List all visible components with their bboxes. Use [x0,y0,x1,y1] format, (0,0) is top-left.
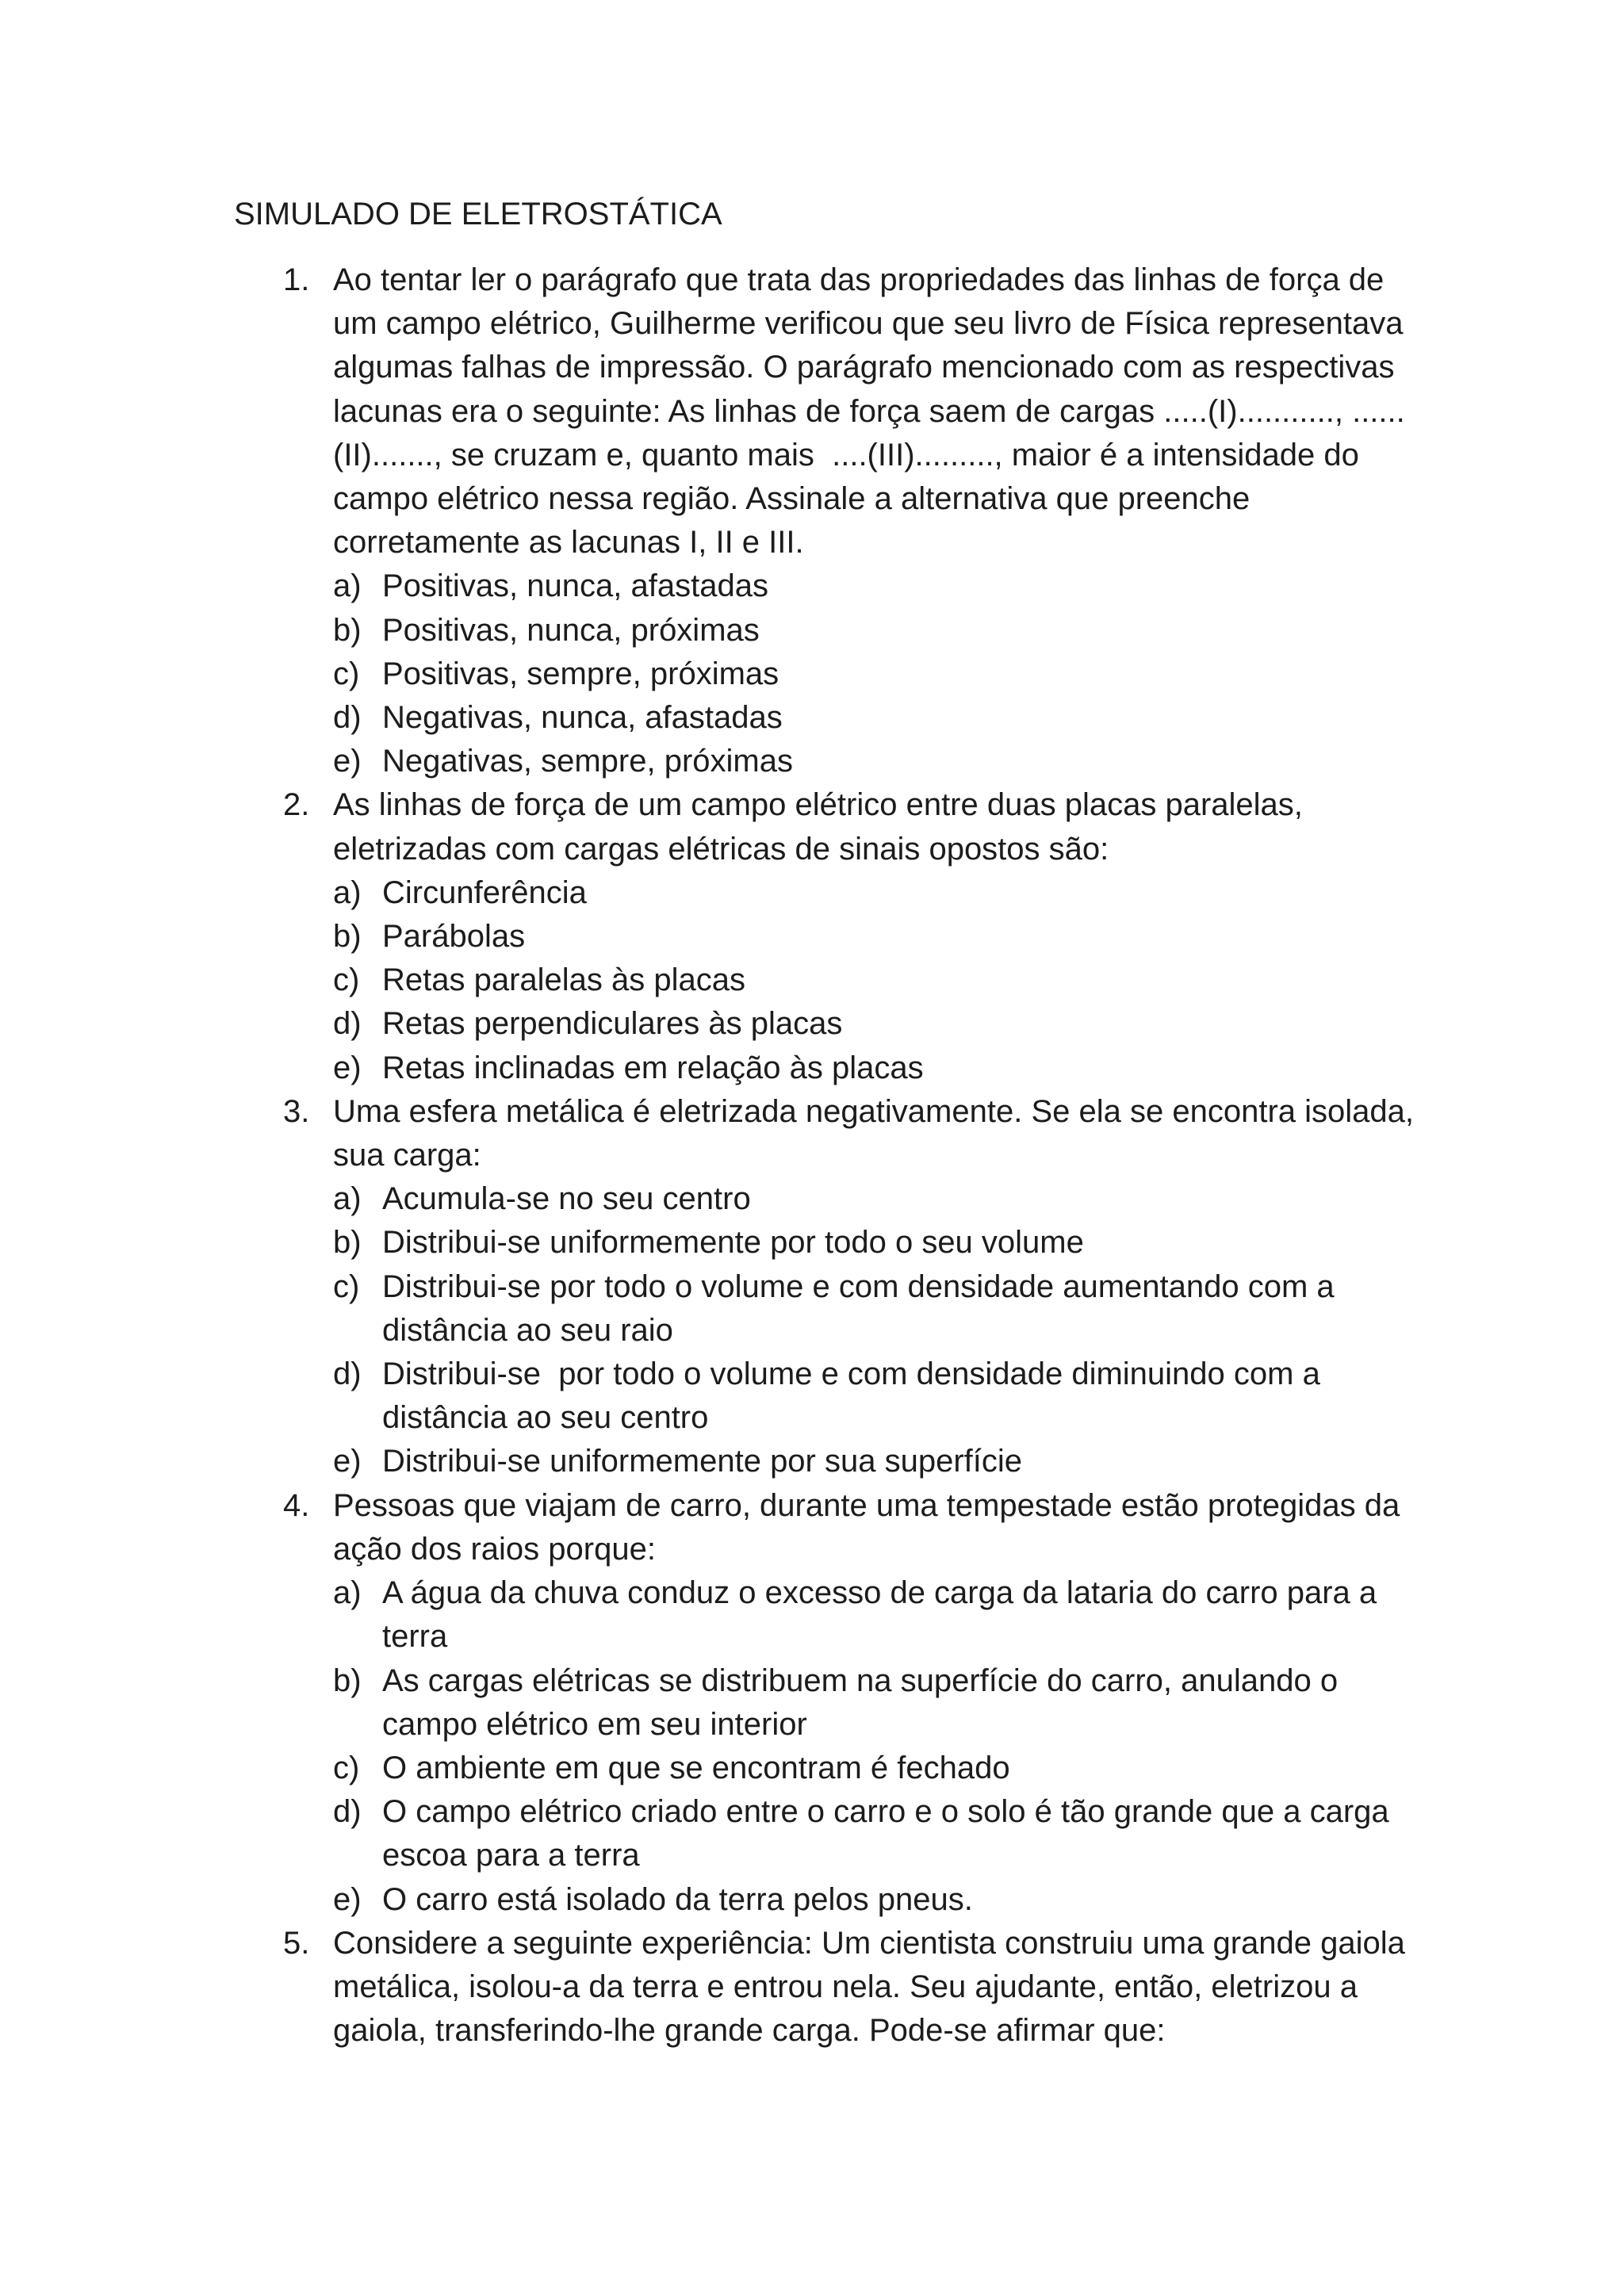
option-a [333,871,1423,915]
option-letter: b) [333,1663,362,1698]
option-d [333,1790,1423,1877]
option-text: O ambiente em que se encontram é fechado [382,1750,1010,1785]
options-list [333,1177,1423,1483]
option-text: As cargas elétricas se distribuem na superfície do carro, anulando o campo elétrico em seu interior [382,1663,1347,1742]
option-letter: b) [333,612,362,648]
option-d [333,1002,1423,1046]
option-letter: a) [333,568,362,604]
option-b [333,915,1423,959]
question-number: 2. [283,787,310,823]
option-letter: c) [333,1269,360,1304]
option-c [333,1265,1423,1353]
question-text: As linhas de força de um campo elétrico entre duas placas paralelas, eletrizadas com cargas elétricas de sinais opostos são: [333,787,1312,867]
option-a [333,1177,1423,1221]
question-number: 4. [283,1487,310,1523]
option-letter: e) [333,1881,362,1917]
question-3 [234,1090,1423,1484]
option-text: Retas paralelas às placas [382,962,746,998]
question-text: Ao tentar ler o parágrafo que trata das propriedades das linhas de força de um campo elétrico, Guilherme verificou que seu livro de Física representava algumas falhas de impressão. O parágrafo mencionado com as respectivas lacunas era o seguinte: As linhas de força saem de cargas .....(I)..........., ......(II)......., se cruzam e, quanto mais ....(III)........., maior é a intensidade do campo elétrico nessa região. Assinale a alternativa que preenche corretamente as lacunas I, II e III. [333,262,1412,561]
option-text: Distribui-se uniformemente por sua superfície [382,1444,1023,1479]
option-c [333,1747,1423,1790]
question-2 [234,783,1423,1089]
question-4 [234,1484,1423,1922]
option-text: Distribui-se por todo o volume e com densidade diminuindo com a distância ao seu centro [382,1357,1329,1436]
option-letter: b) [333,919,362,955]
question-number: 5. [283,1925,310,1961]
option-a [333,564,1423,608]
question-text: Uma esfera metálica é eletrizada negativamente. Se ela se encontra isolada, sua carga: [333,1093,1423,1173]
option-letter: e) [333,744,362,779]
option-letter: b) [333,1225,362,1261]
option-a [333,1571,1423,1659]
option-letter: a) [333,874,362,910]
option-text: O carro está isolado da terra pelos pneus. [382,1881,973,1917]
option-letter: e) [333,1050,362,1085]
option-d [333,1353,1423,1440]
option-c [333,959,1423,1002]
question-list [234,258,1423,2053]
document-title: SIMULADO DE ELETROSTÁTICA [234,197,722,232]
option-b [333,609,1423,652]
option-e [333,740,1423,783]
option-text: Retas perpendiculares às placas [382,1006,843,1042]
question-number: 1. [283,262,310,297]
option-letter: a) [333,1575,362,1611]
option-letter: a) [333,1181,362,1217]
option-letter: d) [333,1794,362,1830]
option-letter: d) [333,1006,362,1042]
options-list [333,1571,1423,1922]
option-text: Retas inclinadas em relação às placas [382,1050,924,1085]
question-5 [234,1922,1423,2053]
option-text: Negativas, sempre, próximas [382,744,793,779]
option-letter: d) [333,1357,362,1392]
option-b [333,1221,1423,1265]
option-text: A água da chuva conduz o excesso de carga da lataria do carro para a terra [382,1575,1386,1655]
options-list [333,871,1423,1090]
option-text: Negativas, nunca, afastadas [382,700,783,736]
option-text: Positivas, nunca, próximas [382,612,760,648]
options-list [333,564,1423,783]
option-letter: c) [333,962,360,998]
option-text: Distribui-se por todo o volume e com densidade aumentando com a distância ao seu raio [382,1269,1343,1348]
option-b [333,1659,1423,1747]
option-e [333,1878,1423,1922]
option-d [333,696,1423,740]
option-text: Circunferência [382,874,587,910]
question-text: Considere a seguinte experiência: Um cientista construiu uma grande gaiola metálica, isolou-a da terra e entrou nela. Seu ajudante, então, eletrizou a gaiola, transferindo-lhe grande carga. Pode-se afirmar que: [333,1925,1414,2049]
option-e [333,1047,1423,1090]
option-text: Acumula-se no seu centro [382,1181,751,1217]
question-number: 3. [283,1093,310,1129]
option-text: Positivas, nunca, afastadas [382,568,768,604]
option-letter: c) [333,1750,360,1785]
option-letter: d) [333,700,362,736]
question-text: Pessoas que viajam de carro, durante uma tempestade estão protegidas da ação dos raios porque: [333,1487,1409,1567]
option-text: Distribui-se uniformemente por todo o seu volume [382,1225,1084,1261]
option-text: Positivas, sempre, próximas [382,656,779,691]
option-text: Parábolas [382,919,526,955]
option-letter: c) [333,656,360,691]
option-e [333,1440,1423,1483]
option-letter: e) [333,1444,362,1479]
question-1 [234,258,1423,783]
option-text: O campo elétrico criado entre o carro e o solo é tão grande que a carga escoa para a terra [382,1794,1398,1873]
option-c [333,652,1423,696]
